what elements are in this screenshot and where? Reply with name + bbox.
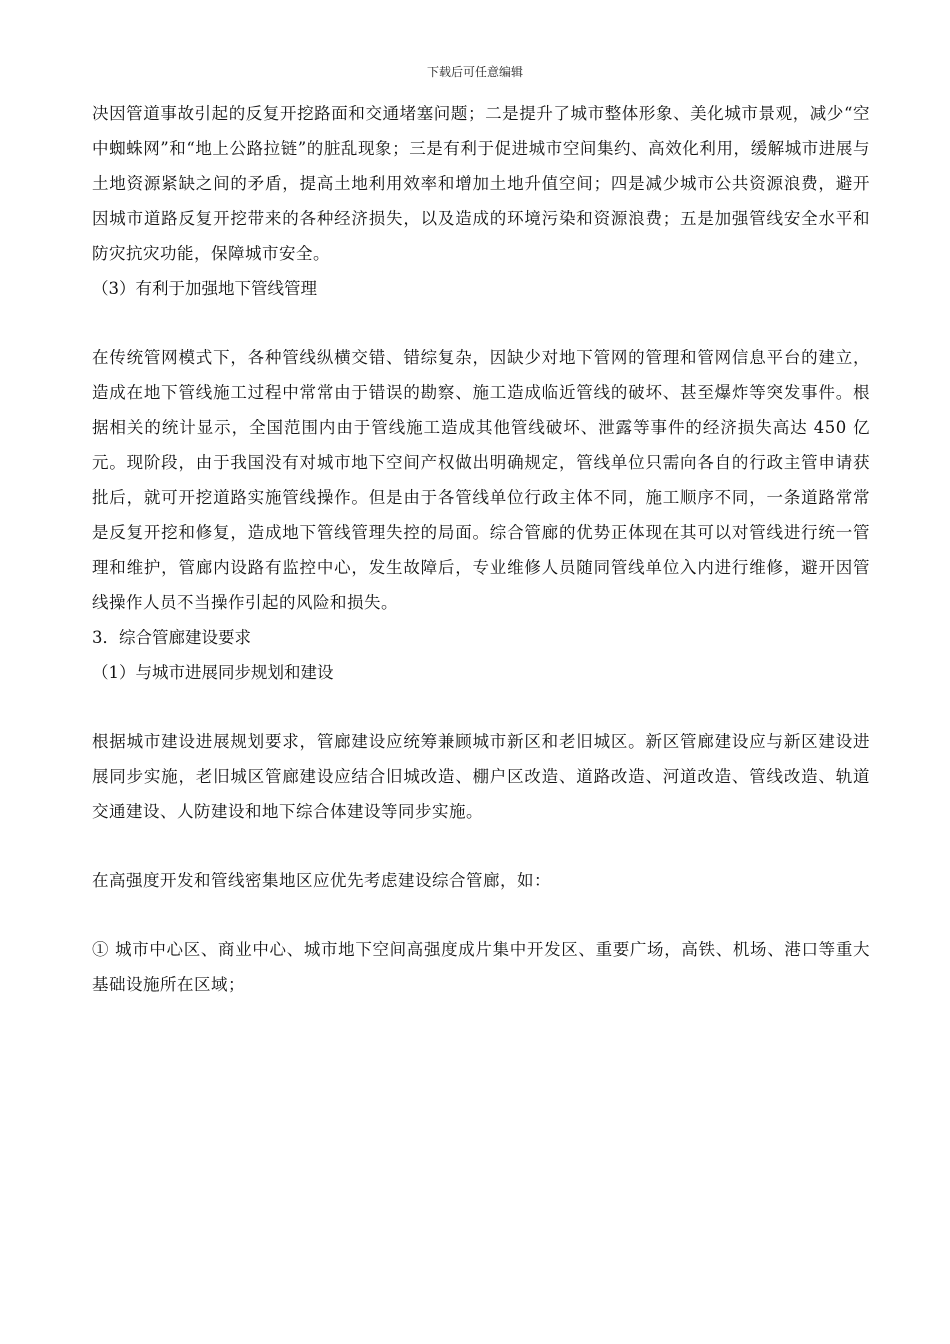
paragraph-synchronous-planning: 根据城市建设进展规划要求，管廊建设应统筹兼顾城市新区和老旧城区。新区管廊建设应与新区建设进展同步实施，老旧城区管廊建设应结合旧城改造、棚户区改造、道路改造、河道改造、管线改造、轨道交通建设、人防建设和地下综合体建设等同步实施。 xyxy=(92,732,870,821)
section-heading-construction-requirements: 3．综合管廊建设要求 xyxy=(92,628,251,647)
paragraph-benefits: 决因管道事故引起的反复开挖路面和交通堵塞问题；二是提升了城市整体形象、美化城市景观，减少“空中蜘蛛网”和“地上公路拉链”的脏乱现象；三是有利于促进城市空间集约、高效化利用，缓解城市进展与土地资源紧缺之间的矛盾，提高土地利用效率和增加土地升值空间；四是减少城市公共资源浪费，避开因城市道路反复开挖带来的各种经济损失，以及造成的环境污染和资源浪费；五是加强管线安全水平和防灾抗灾功能，保障城市安全。 xyxy=(92,104,870,263)
subheading-synchronous-planning: （1）与城市进展同步规划和建设 xyxy=(92,663,334,682)
list-item-priority-area-1: ① 城市中心区、商业中心、城市地下空间高强度成片集中开发区、重要广场，高铁、机场、港口等重大基础设施所在区域； xyxy=(92,940,870,994)
paragraph-priority-areas-intro: 在高强度开发和管线密集地区应优先考虑建设综合管廊，如： xyxy=(92,871,551,890)
document-body xyxy=(92,96,870,1002)
subheading-pipeline-management: （3）有利于加强地下管线管理 xyxy=(92,279,317,298)
paragraph-pipeline-management: 在传统管网模式下，各种管线纵横交错、错综复杂，因缺少对地下管网的管理和管网信息平台的建立，造成在地下管线施工过程中常常由于错误的勘察、施工造成临近管线的破坏、甚至爆炸等突发事件。根据相关的统计显示，全国范围内由于管线施工造成其他管线破坏、泄露等事件的经济损失高达 450 亿元。现阶段，由于我国没有对城市地下空间产权做出明确规定，管线单位只需向各自的行政主管申请获批后，就可开挖道路实施管线操作。但是由于各管线单位行政主体不同，施工顺序不同，一条道路常常是反复开挖和修复，造成地下管线管理失控的局面。综合管廊的优势正体现在其可以对管线进行统一管理和维护，管廊内设路有监控中心，发生故障后，专业维修人员随同管线单位入内进行维修，避开因管线操作人员不当操作引起的风险和损失。 xyxy=(92,348,870,612)
page-header-note: 下载后可任意编辑 xyxy=(426,65,523,79)
